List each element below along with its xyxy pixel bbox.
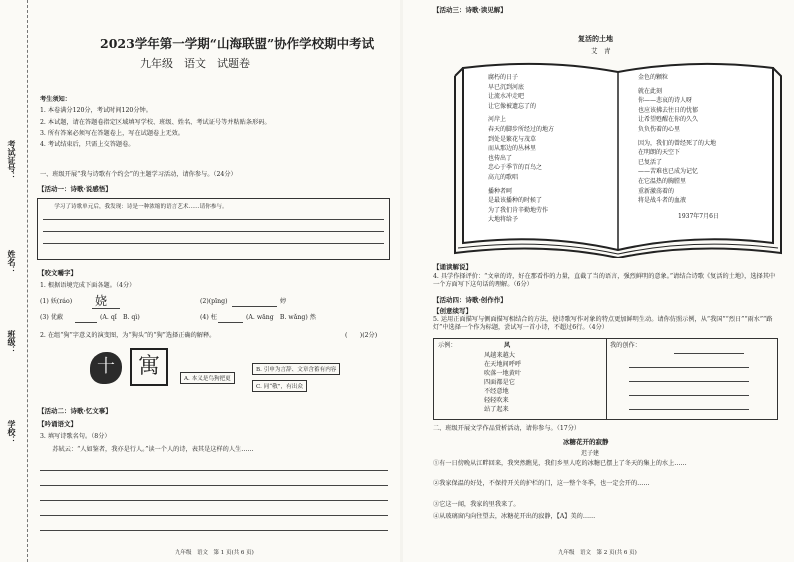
section-intro: 一、班级开展“我与诗歌有个约会”的主题学习活动，请你参与。（24分） <box>40 171 237 178</box>
right-page <box>403 0 794 562</box>
q3-passage: 苏轼云：“人如鉴者，我亦是行人。”读一个人的诗，表其是这样的人生…… <box>40 446 254 453</box>
poem-right-line: ——苦难也已成为记忆 <box>638 168 699 176</box>
passage-text: 学习了诗歌单元后，我发现：诗是一种浓缩的语言艺术……请你参与。 <box>43 204 228 210</box>
essay-paragraph: ①有一日傍晚从江畔回来，我突然瞧见，我们乡里人吃的冰糖已摆上了冬天的集上的水上…… <box>433 460 687 467</box>
poem-left-line: 大地将给予 <box>488 216 519 224</box>
poem-right-line: 在它温热的胸膛里 <box>638 177 687 185</box>
exam-subtitle: 九年级 语文 试题卷 <box>140 57 250 70</box>
sub-c-head: 【诵读解说】 <box>433 263 472 271</box>
option-a: A. 本义是鸟狗把更 <box>180 372 235 384</box>
passage-box <box>37 198 390 260</box>
example-line: 风越来越大 <box>484 352 515 359</box>
notice-section <box>40 96 390 150</box>
poem-date: 1937年7月6日 <box>678 212 719 220</box>
poem-left-line: 早已沉到河底 <box>488 83 525 91</box>
q1-text: 1. 根据语境完成下面各题。（4分） <box>40 282 136 289</box>
essay-paragraph: ②我家保温的好处，不保持开关的护栏的门，这一整个冬季，也一定会开的…… <box>433 480 650 488</box>
q6-text: 二、班级开展文学作品赏析活动，请你参与。（17分） <box>433 425 581 432</box>
poem-right-line: 将是战斗者的血液 <box>638 197 687 205</box>
activity-3-head: 【活动三：诗歌·读见解】 <box>433 6 507 14</box>
example-label: 示例： <box>438 342 457 349</box>
right-footer: 九年级 语文 第 2 页(共 6 页) <box>558 550 637 556</box>
q3-text: 3. 填写诗歌名句。（8分） <box>40 433 111 440</box>
poem-left-line: 到处是繁花与茂草 <box>488 135 537 143</box>
activity-1-head: 【活动一：诗歌·说感悟】 <box>38 185 112 193</box>
poem-left-column <box>488 73 608 225</box>
notice-head: 考生须知： <box>40 96 71 103</box>
essay-body <box>433 460 778 521</box>
poem-left-line: 高亢的歌唱 <box>488 173 519 181</box>
q1a: (1) 妖(ráo) <box>40 298 73 305</box>
q1b: (2)(pīng) <box>200 298 228 305</box>
poem-right-line: 负负伤着的心里 <box>638 125 681 133</box>
my-creation-label: 我的创作： <box>610 342 641 349</box>
q1a-handwritten: 娆 <box>95 294 108 308</box>
activity-4-head: 【活动四：诗歌·创作作】 <box>433 296 507 304</box>
poem-right-line: 让希望甦醒在你的久久 <box>638 116 699 124</box>
q5-text: 5. 运用正面描写与侧面描写相结合的方法，使诗歌写作对象的特点更加鲜明生动。请你仿照示例，从“我国”“烈日”“雨水”“路灯”中选择一个作为标题，尝试写一首小诗，不超过6行。（4分） <box>433 316 773 332</box>
poem-left-line: 让流水冲走吧 <box>488 93 525 101</box>
notice-1: 1. 本卷满分120分，考试时间120分钟。 <box>40 107 152 115</box>
poem-left-line: 忠心于季节的百鸟之 <box>488 164 543 172</box>
poem-left-line: 播种者呵 <box>488 187 513 195</box>
essay-author: 迟子建 <box>581 450 600 457</box>
poem-author: 艾 青 <box>591 47 611 55</box>
notice-4: 4. 考试结束后，只需上交答题卷。 <box>40 141 135 149</box>
poem-right-line: 你——悲哀的诗人呀 <box>638 97 693 105</box>
poem-left-line: 让它像被遗忘了的 <box>488 102 537 110</box>
example-title: 风 <box>504 342 511 349</box>
sub-a-head: 【咬文嚼字】 <box>38 269 77 277</box>
poem-left-line: 腐朽的日子 <box>488 74 519 81</box>
example-line: 四面都是它 <box>484 378 515 386</box>
q1d: (4) 枉 <box>200 314 217 321</box>
gutter-class: 班级： <box>7 330 17 354</box>
notice-3: 3. 所有答案必须写在答题卷上，写在试题卷上无效。 <box>40 130 184 138</box>
poem-left-line: 而从那边的丛林里 <box>488 145 537 153</box>
poem-right-line: 已复活了 <box>638 158 663 166</box>
left-footer: 九年级 语文 第 1 页(共 6 页) <box>175 550 254 556</box>
poem-left-line: 为了我们肯辛勤地劳作 <box>488 206 549 214</box>
example-line: 在天地间呼呼 <box>484 360 522 368</box>
glyph-oracle: 十 <box>90 352 122 384</box>
creation-table <box>433 338 778 420</box>
poem-left-line: 河岸上 <box>488 116 507 124</box>
poem-title: 复活的土地 <box>578 34 613 43</box>
q1c: (3) 优蔽 <box>40 314 64 321</box>
essay-paragraph: ④从玻璃窗内向往望去，冰糖花开出的寂静，【A】美的…… <box>433 513 596 521</box>
sub-b-head: 【吟诵语文】 <box>38 420 77 428</box>
poem-right-column <box>638 73 768 221</box>
poem-right-line: 重新激荡着的 <box>638 187 675 195</box>
exam-title: 2023学年第一学期“山海联盟”协作学校期中考试 <box>100 36 375 51</box>
example-line: 轻轻吹来 <box>484 396 509 404</box>
example-poem <box>484 352 521 415</box>
binding-gutter <box>0 0 28 562</box>
activity-2-head: 【活动二：诗歌·忆文事】 <box>38 407 112 415</box>
poem-right-line: 也应该拂去往日的忧郁 <box>638 106 699 114</box>
example-line: 吹落一地黄叶 <box>484 369 522 377</box>
gutter-name: 姓名： <box>7 250 17 274</box>
option-c: C. 同“敬”，有出众 <box>252 380 307 392</box>
gutter-exam-id: 考试证号： <box>7 140 17 180</box>
poem-right-line: 就在此刻 <box>638 87 663 95</box>
essay-title: 冰糖花开的寂静 <box>563 438 609 446</box>
poem-right-line: 金色的颗粒 <box>638 74 669 81</box>
gutter-school: 学校： <box>7 420 17 444</box>
q4-text: 4. 具学作择评价：“文章的诗，好在那看作的力量，直截了当的语言，强烈鲜明的意象。”请结合诗歌《复活的土地》，选择其中一个方面写下这句话的理解。（6分） <box>433 273 776 289</box>
poem-left-line: 是最该播种的时候了 <box>488 197 543 205</box>
sub-d-head: 【创意续写】 <box>433 307 472 315</box>
q2-text: 2. 在组“狗”字意义的演变图，为“狗头”的“狗”选择正确的解释。 <box>40 332 216 339</box>
option-b: B. 引申为言辞、文章含蓄有内容 <box>252 363 340 375</box>
q1b-tail: 婷 <box>280 298 287 305</box>
glyph-bronze: 寓 <box>130 348 168 386</box>
example-line: 不经意地 <box>484 387 509 395</box>
q2-score: ( )(2分) <box>345 332 378 339</box>
poem-left-line: 也传出了 <box>488 154 513 162</box>
notice-2: 2. 本试题，请在答题卷指定区域填写学校、班级、姓名、考试证号等并粘贴条形码。 <box>40 118 271 126</box>
poem-right-line: 因为，我们的曾经死了的大地 <box>638 139 717 147</box>
essay-paragraph: ③它这一闻，我家的里我来了。 <box>433 500 520 508</box>
poem-left-line: 春天的脚步所经过的地方 <box>488 125 555 133</box>
q1c-options: (A. qǐ B. qì) <box>100 314 140 321</box>
q1d-options: (A. wāng B. wǎng) 然 <box>246 314 316 321</box>
example-line: 站了起来 <box>484 405 509 413</box>
poem-right-line: 在明朗的天空下 <box>638 149 681 157</box>
